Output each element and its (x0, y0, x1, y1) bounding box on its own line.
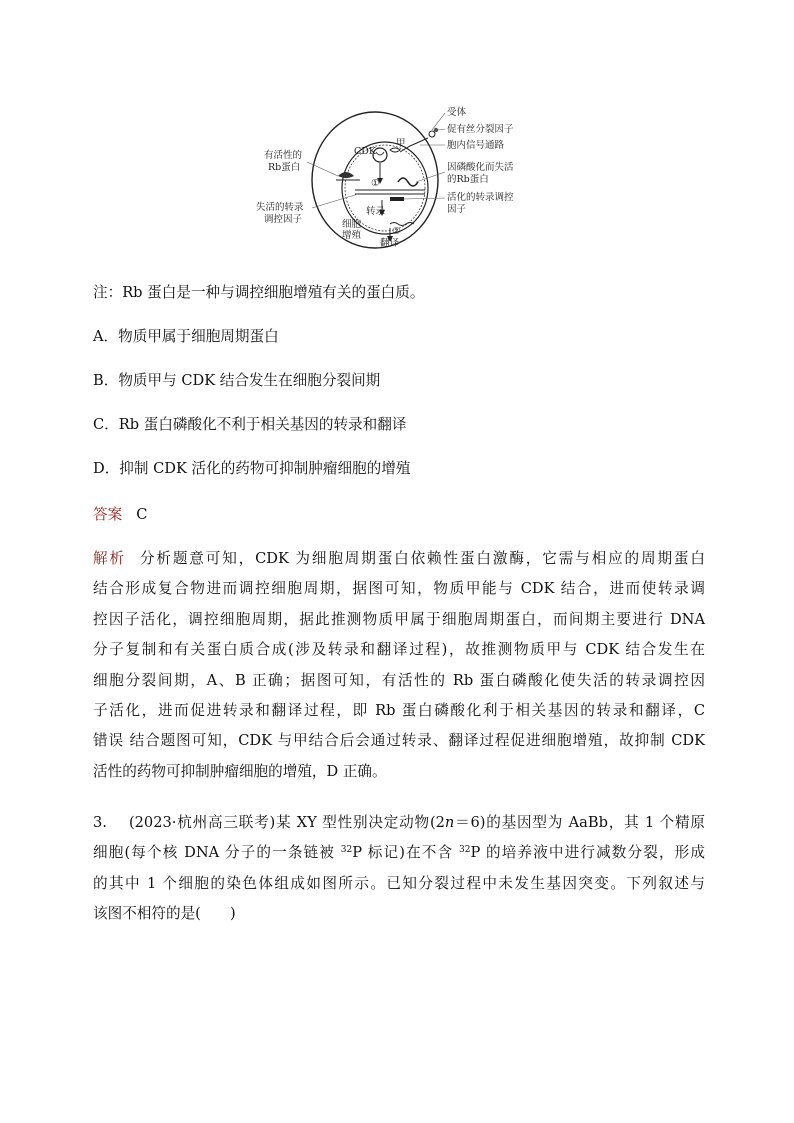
question-3-line-3: 的其中 1 个细胞的染色体组成如图所示。已知分裂过程中未发生基因突变。下列叙述与 (93, 874, 705, 892)
label-inactive-tf-2: 调控因子 (264, 214, 303, 225)
mitogen (434, 128, 438, 132)
option-c: C．Rb 蛋白磷酸化不利于相关基因的转录和翻译 (93, 416, 407, 433)
analysis-line-6: 子活化，进而促进转录和翻译过程，即 Rb 蛋白磷酸化利于相关基因的转录和翻译，C (93, 702, 705, 720)
question-3-line-1: 3. (2023·杭州高三联考)某 XY 型性别决定动物(2n＝6)的基因型为 AaBb，其 1 个精原 (93, 814, 705, 831)
inactive-rb-protein (398, 178, 418, 186)
analysis-line-4: 分子复制和有关蛋白质合成(涉及转录和翻译过程)，故推测物质甲与 CDK 结合发生在 (93, 641, 705, 659)
analysis-line-8: 活性的药物可抑制肿瘤细胞的增殖，D 正确。 (93, 762, 387, 780)
question-3-number: 3. (93, 814, 107, 831)
label-signal-pathway: 胞内信号通路 (447, 140, 505, 151)
label-active-rb-1: 有活性的 (264, 150, 303, 161)
question-3 (93, 808, 705, 930)
question-3-line-2: 细胞(每个核 DNA 分子的一条链被 $^{32}$P 标记)在不含 $^{32}$P 的培养液中进行减数分裂，形成 (93, 844, 705, 862)
label-transcription: 转录 (366, 206, 386, 217)
receptor (429, 131, 435, 137)
answer-value: C (136, 506, 148, 523)
label-jia: 甲 (396, 138, 406, 149)
label-inactive-tf-1: 失活的转录 (256, 202, 304, 213)
active-tf (390, 197, 404, 201)
label-proliferation-1: 细胞 (342, 219, 362, 230)
option-b: B．物质甲与 CDK 结合发生在细胞分裂间期 (93, 372, 381, 389)
label-cdk: CDK (354, 146, 376, 157)
analysis-line-1: 解析 分析题意可知，CDK 为细胞周期蛋白依赖性蛋白激酶，它需与相应的周期蛋白 (93, 550, 705, 567)
label-active-tf-2: 因子 (447, 204, 467, 215)
label-active-tf-1: 活化的转录调控 (447, 192, 514, 203)
label-inactive-rb-1: 因磷酸化而失活 (447, 162, 514, 173)
analysis-line-2: 结合形成复合物进而调控细胞周期，据图可知，物质甲能与 CDK 结合，进而使转录调 (93, 580, 705, 598)
label-receptor: 受体 (447, 107, 467, 118)
analysis-line-5: 细胞分裂间期，A、B 正确；据图可知，有活性的 Rb 蛋白磷酸化使失活的转录调控因 (93, 671, 705, 689)
note-text: 注：Rb 蛋白是一种与调控细胞增殖有关的蛋白质。 (93, 284, 425, 301)
answer-line (93, 500, 147, 530)
label-step-2: ② (392, 226, 401, 237)
analysis-paragraph (93, 544, 705, 787)
option-a: A．物质甲属于细胞周期蛋白 (93, 328, 279, 345)
question-3-line-4: 该图不相符的是( ) (93, 905, 236, 923)
option-d: D．抑制 CDK 活化的药物可抑制肿瘤细胞的增殖 (93, 460, 411, 477)
analysis-line-3: 控因子活化，调控细胞周期，据此推测物质甲属于细胞周期蛋白，而间期主要进行 DNA (93, 610, 705, 628)
cell-cycle-diagram (250, 100, 550, 260)
label-mitogen: 促有丝分裂因子 (447, 124, 514, 135)
label-translation: 翻译 (380, 238, 400, 249)
analysis-label: 解析 (93, 550, 126, 567)
answer-label: 答案 (93, 506, 123, 523)
label-active-rb-2: Rb蛋白 (268, 162, 301, 173)
label-proliferation-2: 增殖 (342, 230, 362, 241)
active-rb-protein (338, 172, 354, 178)
analysis-line-7: 错误 结合题图可知，CDK 与甲结合后会通过转录、翻译过程促进细胞增殖，故抑制 CDK (93, 732, 705, 750)
label-step-1: ① (371, 178, 380, 189)
label-inactive-rb-2: 的Rb蛋白 (447, 174, 489, 185)
